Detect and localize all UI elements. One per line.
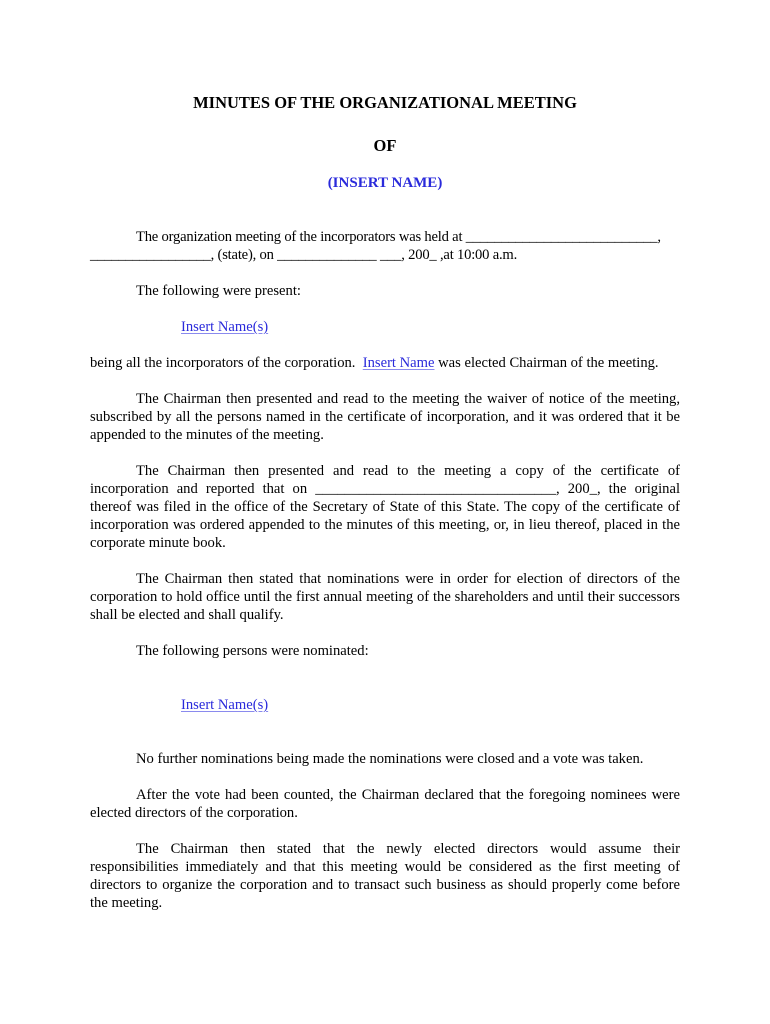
paragraph-responsibilities: The Chairman then stated that the newly elected directors would assume their responsibilities immediately and that this meeting would be considered as the first meeting of directors to organize the corporation and to transact such business as should properly come before the meeting. <box>90 841 680 911</box>
present-names-link[interactable]: Insert Name(s) <box>181 319 269 335</box>
nominated-names-container <box>181 696 481 714</box>
meeting-location-line1: The organization meeting of the incorporators was held at ___________________________, <box>136 229 661 245</box>
document-title: MINUTES OF THE ORGANIZATIONAL MEETING <box>193 93 577 112</box>
paragraph-certificate: The Chairman then presented and read to the meeting a copy of the certificate of incorporation and reported that on _________________________________, 200_, the original thereof was filed in the office of the Secretary of State of this State. The copy of the certificate of incorporation was ordered appended to the minutes of this meeting, or, in lieu thereof, placed in the corporate minute book. <box>90 463 680 551</box>
paragraph-nominations: The Chairman then stated that nominations were in order for election of directors of the corporation to hold office until the first annual meeting of the shareholders and until their successors shall be elected and shall qualify. <box>90 571 680 623</box>
paragraph-nominated: The following persons were nominated: <box>136 643 369 659</box>
present-names-container <box>181 318 481 336</box>
chairman-text-after: was elected Chairman of the meeting. <box>434 355 659 371</box>
paragraph-chairman-elected <box>90 354 680 372</box>
paragraph-waiver: The Chairman then presented and read to the meeting the waiver of notice of the meeting, subscribed by all the persons named in the certificate of incorporation, and it was ordered that it be appended to the minutes of the meeting. <box>90 391 680 443</box>
paragraph-vote: After the vote had been counted, the Chairman declared that the foregoing nominees were elected directors of the corporation. <box>90 787 680 821</box>
nominated-names-link[interactable]: Insert Name(s) <box>181 697 269 713</box>
company-name-placeholder: (INSERT NAME) <box>327 175 443 191</box>
chairman-text-before: being all the incorporators of the corporation. <box>90 355 363 371</box>
meeting-location-line2: _________________, (state), on ______________ ___, 200_ ,at 10:00 a.m. <box>90 247 518 263</box>
paragraph-meeting-location <box>90 228 680 264</box>
paragraph-present: The following were present: <box>136 283 301 299</box>
title-of: OF <box>373 136 397 155</box>
chairman-name-link[interactable]: Insert Name <box>362 355 435 371</box>
paragraph-nominations-closed: No further nominations being made the nominations were closed and a vote was taken. <box>136 751 644 767</box>
